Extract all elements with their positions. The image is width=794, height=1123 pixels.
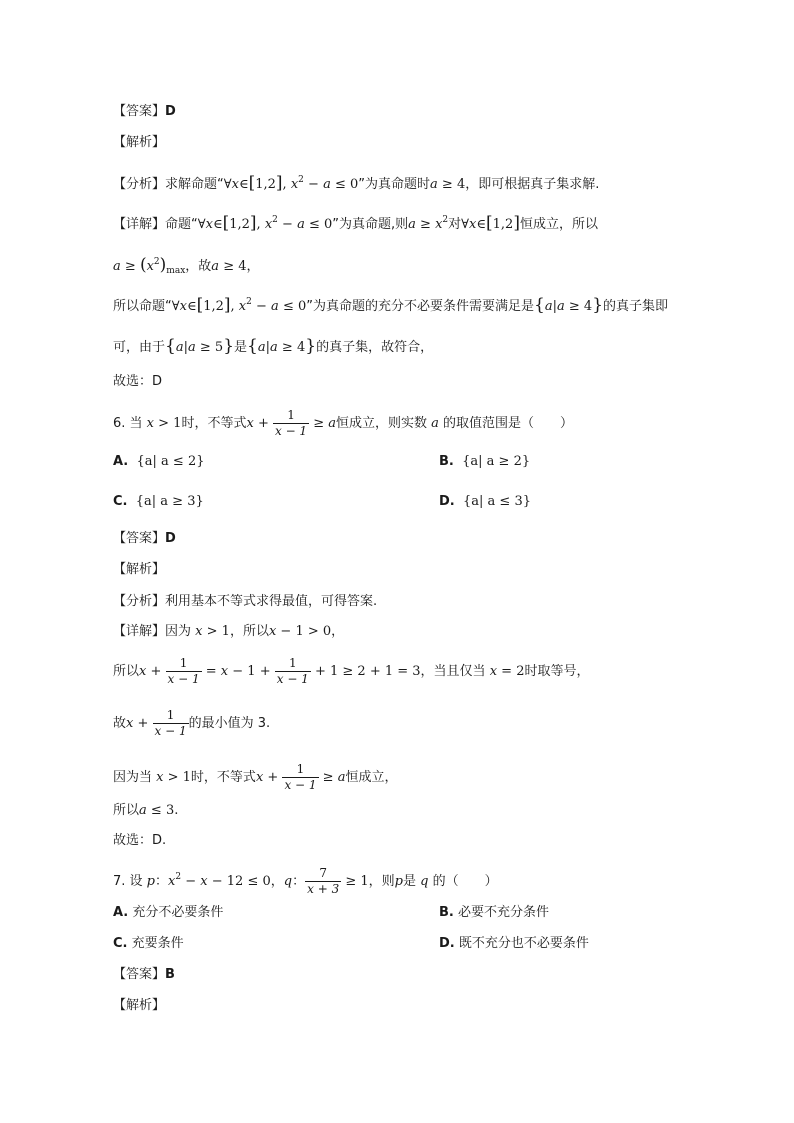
q7-option-a[interactable]: A. 充分不必要条件 — [113, 905, 224, 920]
q6-analysis-label: 【解析】 — [113, 562, 166, 577]
q5-xiangjie-line1: 【详解】命题“∀x∈[1,2], $x^2 - a \le 0$”为真命题,则$a \ge x^2$对∀x∈[1,2]恒成立，所以 — [113, 213, 598, 233]
q6-choice: 故选：D. — [113, 833, 167, 848]
q7-analysis-label: 【解析】 — [113, 998, 166, 1013]
q6-option-d[interactable]: D. {a| a ≤ 3} — [439, 494, 531, 509]
q5-choice: 故选：D — [113, 374, 163, 389]
q6-option-b[interactable]: B. {a| a ≥ 2} — [439, 454, 531, 469]
q6-option-a[interactable]: A. {a| a ≤ 2} — [113, 454, 205, 469]
q6-fenxi-line: 【分析】利用基本不等式求得最值，可得答案. — [113, 594, 378, 609]
q6-xiangjie-line4: 因为当 x > 1时，不等式x + $\frac{1}{x - 1}$ ≥ a恒成立， — [113, 762, 398, 792]
q5-xiangjie-line3: 所以命题“∀x∈[1,2], $x^2 - a \le 0$”为真命题的充分不必要条件需要满足是{a|a ≥ 4}的真子集即 — [113, 295, 669, 315]
q5-answer-line — [113, 102, 176, 122]
answer-value: D — [165, 104, 176, 119]
q5-xiangjie-line2: $a \ge (x^2)_{max}$，故a ≥ 4， — [113, 255, 260, 276]
q7-answer-line: 【答案】B — [113, 967, 175, 982]
q6-xiangjie-line5: 所以a ≤ 3. — [113, 803, 179, 818]
q5-xiangjie-line4: 可，由于{a|a ≥ 5}是{a|a ≥ 4}的真子集，故符合， — [113, 336, 434, 356]
q6-answer-line: 【答案】D — [113, 531, 176, 546]
q5-analysis-label: 【解析】 — [113, 135, 166, 150]
q6-option-c[interactable]: C. {a| a ≥ 3} — [113, 494, 204, 509]
q6-stem: 6. 当 x > 1时，不等式x + $\frac{1}{x - 1}$ ≥ a恒成立，则实数 a 的取值范围是（ ） — [113, 408, 574, 438]
q7-option-c[interactable]: C. 充要条件 — [113, 936, 184, 951]
q7-option-b[interactable]: B. 必要不充分条件 — [439, 905, 550, 920]
q5-fenxi-line: 【分析】求解命题“∀x∈[1,2], $x^2 - a \le 0$”为真命题时a ≥ 4，即可根据真子集求解. — [113, 173, 600, 193]
q7-option-d[interactable]: D. 既不充分也不必要条件 — [439, 936, 589, 951]
q7-stem: 7. 设 p：$x^2 - x - 12 \le 0$，q： $\frac{7}{x + 3}$ ≥ 1，则p是 q 的（ ） — [113, 866, 498, 896]
q6-xiangjie-line1: 【详解】因为 x > 1，所以x − 1 > 0， — [113, 624, 345, 639]
answer-label: 【答案】 — [113, 104, 166, 119]
q6-xiangjie-line3: 故x + $\frac{1}{x - 1}$ 的最小值为 3. — [113, 708, 271, 738]
q6-xiangjie-line2: 所以x + $\frac{1}{x - 1}$ = x − 1 + $\frac{1}{x - 1}$ + 1 ≥ 2 + 1 = 3，当且仅当 x = 2时取等号， — [113, 656, 590, 686]
fraction: $\frac{1}{x - 1}$ — [274, 408, 308, 438]
math-forall: ∀x — [223, 177, 239, 192]
